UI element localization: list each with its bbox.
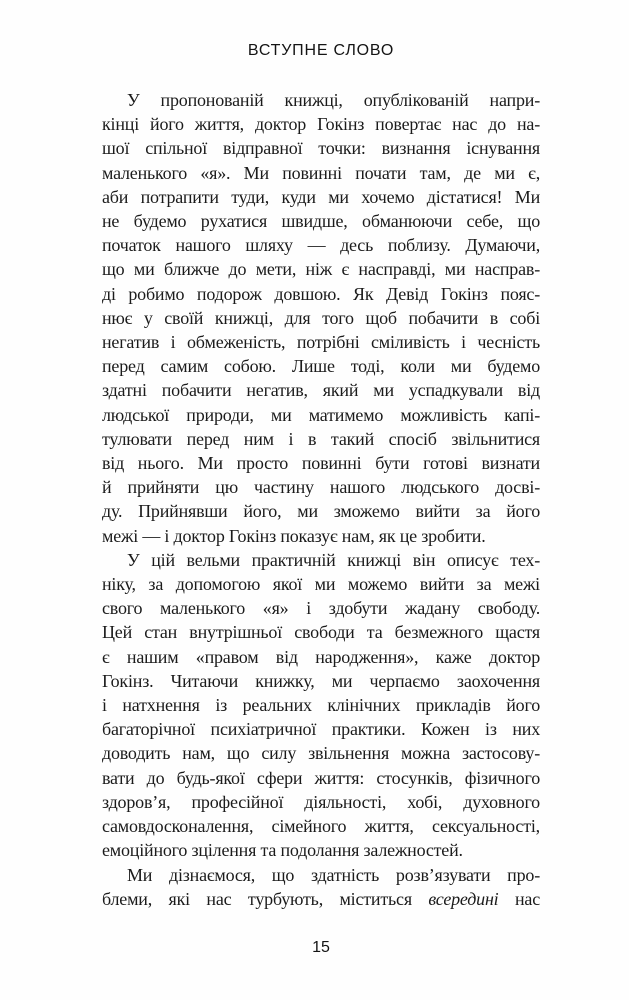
body-line: ніку, за допомогою якої ми можемо вийти за межі [102, 574, 540, 595]
body-line: здатні побачити негатив, який ми успадкували від [102, 380, 540, 401]
body-line: й прийняти цю частину нашого людського досві- [102, 477, 540, 498]
body-line: від нього. Ми просто повинні бути готові визнати [102, 453, 540, 474]
body-line: У пропонованій книжці, опублікованій напри- [127, 90, 540, 110]
body-line: емоційного зцілення та подолання залежностей. [102, 840, 463, 861]
body-line: самовдосконалення, сімейного життя, сексуальності, [102, 816, 540, 837]
body-line: початок нашого шляху — десь поблизу. Думаючи, [102, 235, 540, 256]
body-line [102, 887, 540, 911]
body-line: кінці його життя, доктор Гокінз повертає нас до на- [102, 114, 540, 135]
paragraph [102, 548, 540, 863]
page-number: 15 [312, 939, 330, 956]
body-line: перед самим собою. Лише тоді, коли ми будемо [102, 356, 540, 377]
body-line: свого маленького «я» і здобути жадану свободу. [102, 598, 540, 619]
paragraph [102, 863, 540, 911]
body-text [102, 88, 540, 911]
body-line: доводить нам, що силу звільнення можна застосову- [102, 743, 540, 764]
body-line: Гокінз. Читаючи книжку, ми черпаємо заохочення [102, 670, 540, 691]
body-line: нює у своїй книжці, для того щоб побачити в собі [102, 307, 540, 328]
body-line: багаторічної психіатричної практики. Кожен із них [102, 719, 540, 740]
chapter-heading: ВСТУПНЕ СЛОВО [247, 42, 395, 59]
paragraph [102, 88, 540, 548]
body-line: Цей стан внутрішньої свободи та безмежного щастя [102, 622, 540, 643]
body-line: маленького «я». Ми повинні почати там, де ми є, [102, 162, 540, 183]
body-line: вати до будь-якої сфери життя: стосунків, фізичного [102, 767, 540, 788]
body-line: не будемо рухатися швидше, обманюючи себе, що [102, 211, 540, 232]
body-line: шої спільної відправної точки: визнання існування [102, 138, 540, 159]
body-line: тулювати перед ним і в такий спосіб звільнитися [102, 428, 540, 449]
body-line: що ми ближче до мети, ніж є насправді, ми насправ- [102, 259, 540, 280]
text-segment: нас [498, 888, 540, 909]
body-line: ді робимо подорож довшою. Як Девід Гокінз пояс- [102, 283, 540, 304]
body-line: людської природи, ми матимемо можливість капі- [102, 404, 540, 425]
body-line: У цій вельми практичній книжці він описує тех- [127, 549, 540, 570]
body-line: і натхнення із реальних клінічних прикладів його [102, 695, 540, 716]
body-line: здоров’я, професійної діяльності, хобі, духовного [102, 791, 540, 812]
body-line: аби потрапити туди, куди ми хочемо дістатися! Ми [102, 186, 540, 207]
emphasized-text: всередині [428, 888, 499, 909]
body-line: є нашим «правом від народження», каже доктор [102, 646, 540, 667]
text-segment: блеми, які нас турбують, міститься [102, 888, 429, 909]
body-line: Ми дізнаємося, що здатність розв’язувати про- [127, 864, 540, 885]
body-line: негатив і обмеженість, потрібні сміливість і чесність [102, 332, 540, 353]
body-line: межі — і доктор Гокінз показує нам, як це зробити. [102, 525, 486, 546]
body-line: ду. Прийнявши його, ми зможемо вийти за його [102, 501, 540, 522]
